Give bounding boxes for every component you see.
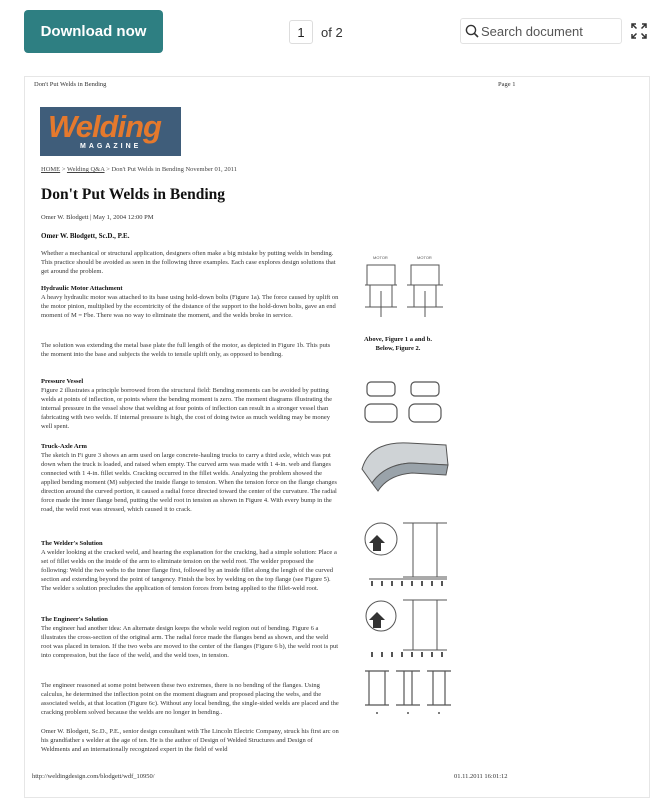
paragraph: A welder looking at the cracked weld, and hearing the explanation for the cracking, had a simple solution: Place a set of fillet welds on the inside of the arm to eliminate tension on the weld root. The welder proposed the following: Weld the two webs to the inner flange first, followed by an inside fillet along the length of the curved section and extending beyond the point of tangency. Finish the box by welding on the top flange (see Figure 5). The welder s solution precludes the application of tension forces from being applied to the fillet-weld root. — [41, 549, 337, 592]
page-number-input[interactable] — [289, 20, 313, 44]
figure-1-label-a: MOTOR — [373, 255, 388, 260]
fullscreen-icon[interactable] — [631, 23, 647, 39]
intro-paragraph: Whether a mechanical or structural application, designers often make a big mistake by putting welds in bending. This practice should be avoided as seen in the following three examples. Each case explores design solutions that get around the problem. — [41, 250, 336, 275]
section-engineer-solution — [41, 615, 339, 660]
breadcrumb: HOME > Welding Q&A > Don't Put Welds in Bending November 01, 2011 — [41, 166, 238, 173]
section-pressure-vessel — [41, 377, 339, 431]
figure-3-axle-arm — [358, 435, 454, 499]
paragraph: A heavy hydraulic motor was attached to its base using hold-down bolts (Figure 1a). The force caused by uplift on the motor pinion, multiplied by the eccentricity of the distance of the support to the hold-down bolts, gave an end moment of M = Fbe. There was no way to eliminate the moment, and the welds broke in service. — [41, 294, 339, 319]
figure-6-cross-sections — [363, 665, 453, 719]
paragraph: Figure 2 illustrates a principle borrowed from the structural field: Bending moments can be avoided by putting welds at points of inflection, or points where the bending moment is zero. The moment diagrams illustrating the internal pressure in the vessel show that welding at four points of inflection can result in a stronger vessel than fabricating with two welds. If internal pressure is high, the cost of doing twice as much welding may be money well spent. — [41, 387, 333, 430]
section-truck-axle — [41, 442, 339, 514]
section-welder-solution — [41, 539, 339, 593]
welding-magazine-logo: Welding MAGAZINE — [40, 107, 181, 156]
section-heading: Truck-Axle Arm — [41, 443, 87, 450]
figure-caption: Above, Figure 1 a and b. Below, Figure 2. — [364, 336, 432, 352]
article-author: Omer W. Blodgett, Sc.D., P.E. — [41, 232, 130, 240]
section-heading: Hydraulic Motor Attachment — [41, 285, 123, 292]
document-page — [24, 76, 650, 798]
search-icon — [465, 24, 479, 38]
article-title: Don't Put Welds in Bending — [41, 186, 226, 203]
page-total-label: of 2 — [321, 24, 343, 40]
page-header-number: Page 1 — [498, 81, 516, 88]
breadcrumb-section-link[interactable]: Welding Q&A — [66, 166, 105, 173]
paragraph: The sketch in Fi gure 3 shows an arm used on large concrete-hauling trucks to carry a third axle, which was put down when the truck is loaded, and raised when empty. The curved arm was made with 1 4-in. web and flanges connected with 1 4-in. fillet welds. Cracking occurred in the fillet welds. Analyzing the problem showed the applied bending moment (M) subjected the inside flange to tension. When the tension force on the flange changes direction around the curved portion, it caused a radial force directed toward the center of the curvature. The radial force made the inner flange bend, putting the weld root in tension as shown in Figure 4. With every bump in the road, the weld root was stressed, which caused it to crack. — [41, 452, 337, 513]
paragraph: The engineer reasoned at some point between these two extremes, there is no bending of the flanges. Using calculus, he determined the inflection point on the moment diagram and proposed placing the webs, and the associated welds, at that location (Figure 6c). Without any local bending, the single-sided welds are placed and the cracking problem solved because the welds are no longer in bending.. — [41, 682, 339, 716]
search-box[interactable] — [460, 18, 622, 44]
page-header-title: Don't Put Welds in Bending — [34, 81, 107, 88]
search-input[interactable] — [481, 24, 617, 39]
figure-4-weld-root-diagram — [363, 513, 453, 591]
section-hydraulic — [41, 284, 339, 320]
section-heading: The Welder's Solution — [41, 540, 103, 547]
author-bio: Omer W. Blodgett, Sc.D., P.E., senior design consultant with The Lincoln Electric Company, struck his first arc on his grandfather s welder at the age of ten. He is the author of Design of Welded Structures and Design of Weldments and an internationally recognized expert in the field of weld — [41, 728, 339, 753]
figure-2-pressure-vessel-diagram — [361, 374, 447, 428]
figure-5-weld-diagram — [363, 592, 453, 660]
section-heading: The Engineer's Solution — [41, 616, 108, 623]
figure-1-label-b: MOTOR — [417, 255, 432, 260]
article-byline: Omer W. Blodgett | May 1, 2004 12:00 PM — [41, 214, 154, 221]
figure-1-motor-diagram — [363, 251, 445, 321]
breadcrumb-home-link[interactable]: HOME — [41, 166, 61, 173]
paragraph: The solution was extending the metal base plate the full length of the motor, as depicted in Figure 1b. This puts the moment into the base and subjects the welds to tensile uplift only, as opposed to bending. — [41, 342, 331, 358]
page-footer-url: http://weldingdesign.com/blodgett/wdf_10950/ — [32, 773, 155, 780]
viewer-toolbar — [0, 0, 671, 66]
paragraph: The engineer had another idea: An alternate design keeps the whole weld region out of bending. Figure 6 a illustrates the cross-section of the original arm. The radial force made the flanges bend as shown, and the weld root was placed in tension. If the two webs are moved to the center of the flanges (Figure 6 b), the weld root is put into compression, but the face of the weld, and the weld toes, in tension. — [41, 625, 339, 659]
page-footer-timestamp: 01.11.2011 16:01:12 — [454, 773, 508, 780]
section-heading: Pressure Vessel — [41, 378, 84, 385]
page-navigator — [289, 20, 343, 44]
download-button[interactable]: Download now — [24, 10, 163, 53]
